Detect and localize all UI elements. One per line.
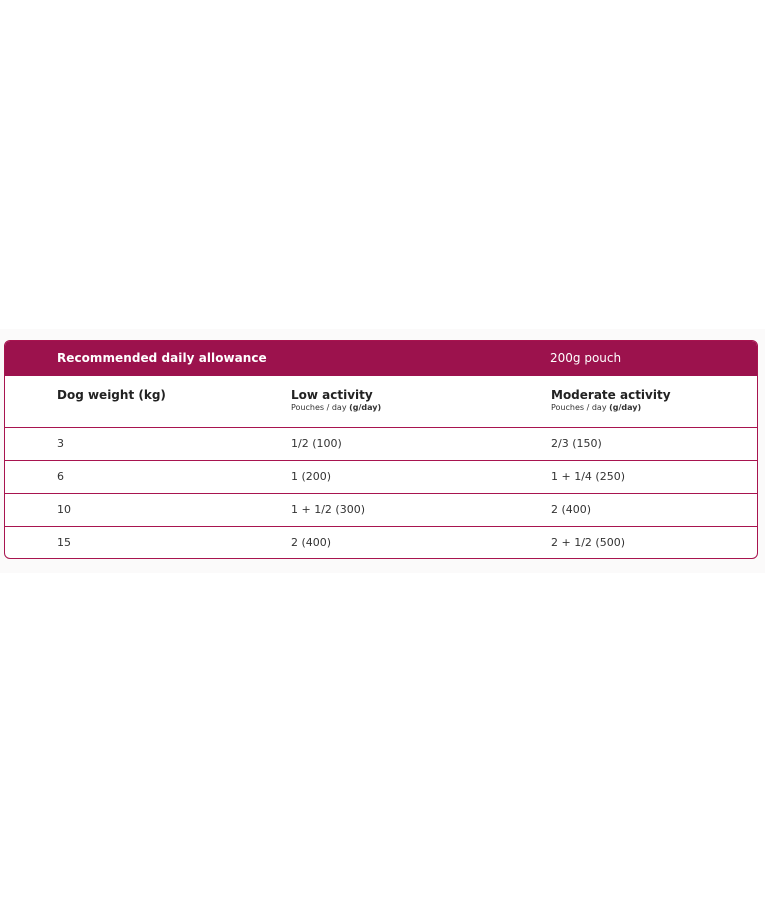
low-activity-header: Low activity [291,388,373,402]
moderate-activity-cell: 2/3 (150) [551,437,602,450]
low-activity-subtitle-prefix: Pouches / day [291,403,350,412]
dog-weight-header: Dog weight (kg) [57,388,166,402]
column-header-dog-weight [57,388,166,402]
moderate-activity-subtitle [551,403,671,413]
low-activity-cell: 2 (400) [291,536,332,549]
dog-weight-cell: 10 [57,503,71,516]
moderate-activity-cell: 2 (400) [551,503,592,516]
table-row [5,461,757,494]
moderate-activity-cell: 1 + 1/4 (250) [551,470,625,483]
column-header-moderate-activity [551,388,671,413]
moderate-activity-subtitle-prefix: Pouches / day [551,403,610,412]
moderate-activity-header: Moderate activity [551,388,671,402]
low-activity-cell: 1 (200) [291,470,332,483]
low-activity-subtitle-unit: (g/day) [349,403,382,412]
low-activity-cell: 1/2 (100) [291,437,342,450]
dog-weight-cell: 6 [57,470,64,483]
feeding-table [4,340,758,559]
table-row [5,527,757,559]
dog-weight-cell: 3 [57,437,64,450]
moderate-activity-cell: 2 + 1/2 (500) [551,536,625,549]
low-activity-cell: 1 + 1/2 (300) [291,503,365,516]
dog-weight-cell: 15 [57,536,71,549]
table-row [5,428,757,461]
low-activity-subtitle [291,403,381,413]
table-row [5,494,757,527]
moderate-activity-subtitle-unit: (g/day) [609,403,642,412]
pouch-size-label: 200g pouch [550,351,622,365]
column-header-low-activity [291,388,381,413]
table-header-bar [5,341,757,376]
column-header-row [5,376,757,428]
table-title: Recommended daily allowance [57,351,267,365]
